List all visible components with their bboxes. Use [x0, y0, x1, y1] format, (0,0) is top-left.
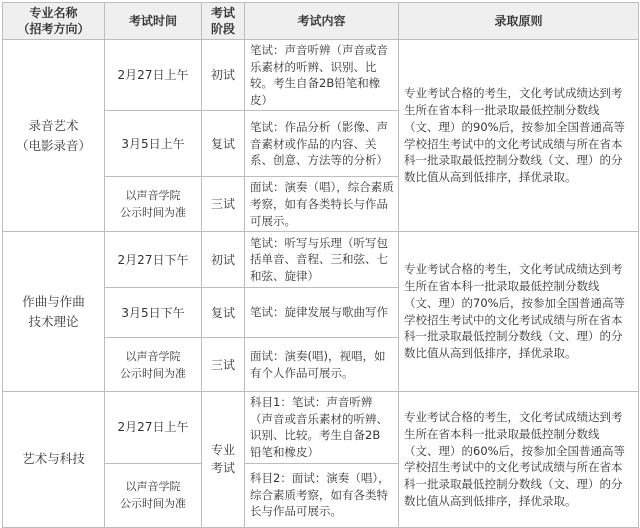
major-cell: 艺术与科技: [3, 392, 105, 527]
header-principle: 录取原则: [399, 3, 639, 40]
time-cell: 2月27日上午: [105, 392, 202, 463]
principle-cell: 专业考试合格的考生，文化考试成绩达到考生所在省本科一批录取最低控制分数线（文、理）的70%后，按参加全国普通高等学校招生考试中的文化考试成绩与所在省本科一批录取最低控制分数线（文、理）的分数比值从高到低排序，择优录取。: [399, 232, 639, 392]
principle-cell: 专业考试合格的考生，文化考试成绩达到考生所在省本科一批录取最低控制分数线（文、理）的90%后，按参加全国普通高等学校招生考试中的文化考试成绩与所在省本科一批录取最低控制分数线（文、理）的分数比值从高到低排序，择优录取。: [399, 40, 639, 232]
content-cell: 科目1：笔试：声音听辨（声音或音乐素材的听辨、识别、比较。考生自备2B 铅笔和橡皮）: [245, 392, 399, 463]
stage-cell: 复试: [202, 288, 245, 338]
content-cell: 面试：演奏(唱)，视唱，如有个人作品可展示。: [245, 338, 399, 392]
time-cell: 2月27日上午: [105, 40, 202, 111]
admission-table: [2, 2, 639, 528]
time-cell: 3月5日上午: [105, 111, 202, 177]
content-cell: 面试：演奏（唱），综合素质考察，如有各类特长与作品可展示。: [245, 177, 399, 232]
stage-cell: 三试: [202, 177, 245, 232]
header-major: 专业名称 （招考方向）: [3, 3, 105, 40]
header-content: 考试内容: [245, 3, 399, 40]
stage-cell: 初试: [202, 40, 245, 111]
content-cell: 笔试：作品分析（影像、声音素材或作品的内容、关系、创意、方法等的分析）: [245, 111, 399, 177]
time-cell: 以声音学院 公示时间为准: [105, 338, 202, 392]
content-cell: 笔试：旋律发展与歌曲写作: [245, 288, 399, 338]
table-row: [3, 40, 639, 111]
header-row: [3, 3, 639, 40]
stage-cell: 专业 考试: [202, 392, 245, 527]
stage-cell: 复试: [202, 111, 245, 177]
major-cell: 录音艺术 （电影录音）: [3, 40, 105, 232]
table-row: [3, 392, 639, 463]
time-cell: 以声音学院 公示时间为准: [105, 177, 202, 232]
content-cell: 笔试：声音听辨（声音或音乐素材的听辨、识别、比较。考生自备2B铅笔和橡皮）: [245, 40, 399, 111]
major-cell: 作曲与作曲 技术理论: [3, 232, 105, 392]
stage-cell: 初试: [202, 232, 245, 288]
stage-cell: 三试: [202, 338, 245, 392]
table-row: [3, 232, 639, 288]
principle-cell: 专业考试合格的考生，文化考试成绩达到考生所在省本科一批录取最低控制分数线（文、理）的60%后，按参加全国普通高等学校招生考试中的文化考试成绩与所在省本科一批录取最低控制分数线（文、理）的分数比值从高到低排序，择优录取。: [399, 392, 639, 527]
time-cell: 3月5日下午: [105, 288, 202, 338]
header-stage: 考试 阶段: [202, 3, 245, 40]
header-time: 考试时间: [105, 3, 202, 40]
time-cell: 以声音学院 公示时间为准: [105, 463, 202, 527]
content-cell: 科目2：面试：演奏（唱），综合素质考察，如有各类特长与作品可展示。: [245, 463, 399, 527]
time-cell: 2月27日下午: [105, 232, 202, 288]
content-cell: 笔试：听写与乐理（听写包括单音、音程、三和弦、七和弦、旋律）: [245, 232, 399, 288]
